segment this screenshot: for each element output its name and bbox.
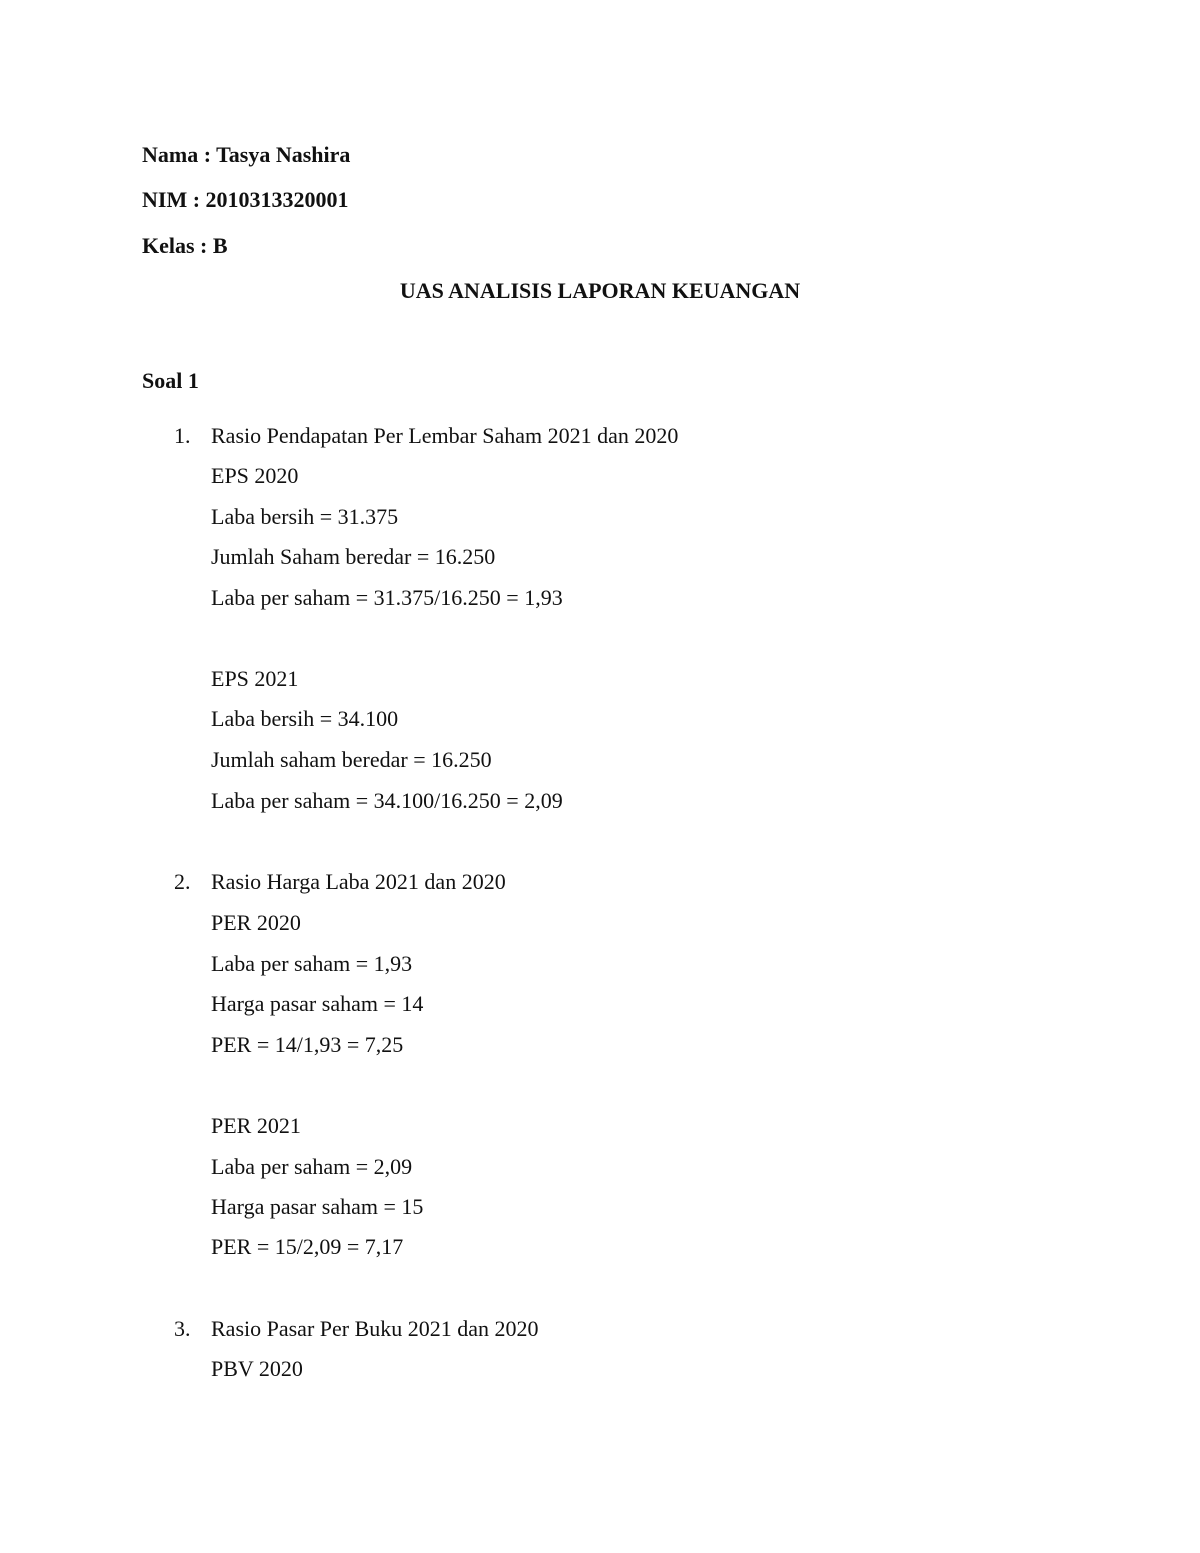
student-class: Kelas : B [142,233,228,258]
calc-line: Jumlah saham beredar = 16.250 [211,747,492,772]
list-number: 3. [174,1316,191,1341]
calc-line: Laba per saham = 2,09 [211,1154,413,1179]
list-item-heading: Rasio Pendapatan Per Lembar Saham 2021 dan 2020 [211,423,679,448]
calc-line: Laba per saham = 1,93 [211,951,413,976]
calc-line: Laba per saham = 31.375/16.250 = 1,93 [211,585,563,610]
calc-line: Laba bersih = 31.375 [211,504,399,529]
document-title: UAS ANALISIS LAPORAN KEUANGAN [399,278,801,303]
calc-line: PER = 14/1,93 = 7,25 [211,1032,404,1057]
block-label: PBV 2020 [211,1356,303,1381]
block-label: EPS 2021 [211,666,299,691]
list-item-heading: Rasio Harga Laba 2021 dan 2020 [211,869,506,894]
calc-line: Harga pasar saham = 14 [211,991,424,1016]
block-label: EPS 2020 [211,463,299,488]
calc-line: Jumlah Saham beredar = 16.250 [211,544,496,569]
calc-line: Laba bersih = 34.100 [211,706,399,731]
block-label: PER 2020 [211,910,301,935]
student-nim: NIM : 2010313320001 [142,187,349,212]
calc-line: Harga pasar saham = 15 [211,1194,424,1219]
section-heading: Soal 1 [142,368,199,393]
block-label: PER 2021 [211,1113,301,1138]
list-number: 1. [174,423,191,448]
calc-line: Laba per saham = 34.100/16.250 = 2,09 [211,788,563,813]
list-number: 2. [174,869,191,894]
list-item-heading: Rasio Pasar Per Buku 2021 dan 2020 [211,1316,539,1341]
student-name: Nama : Tasya Nashira [142,142,351,167]
calc-line: PER = 15/2,09 = 7,17 [211,1234,404,1259]
